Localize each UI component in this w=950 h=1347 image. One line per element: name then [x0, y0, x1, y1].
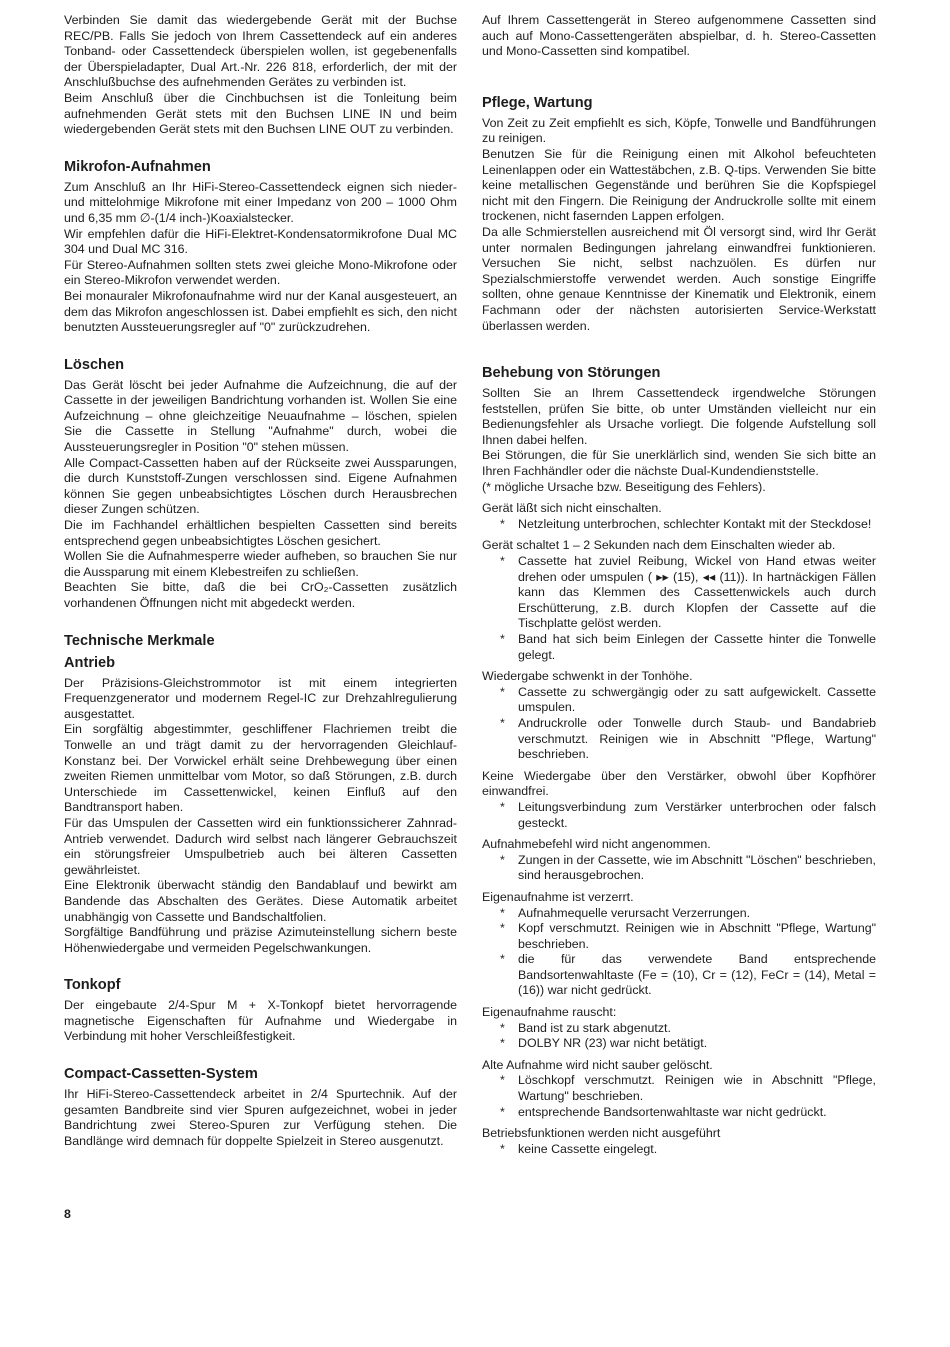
fault-group [482, 890, 876, 999]
section-heading: Compact-Cassetten-System [64, 1066, 258, 1083]
cause-item [500, 554, 876, 632]
paragraph: Bei Störungen, die für Sie unerklärlich sind, wenden Sie sich bitte an Ihren Fachhändler oder die nächste Dual-Kundendienststelle. [482, 448, 876, 479]
asterisk-marker: * [500, 632, 505, 646]
cause-text: Band ist zu stark abgenutzt. [518, 1020, 671, 1035]
fault-symptom: Eigenaufnahme ist verzerrt. [482, 889, 634, 904]
section-heading: Pflege, Wartung [482, 94, 593, 111]
technische-section [64, 632, 457, 957]
fault-symptom: Betriebsfunktionen werden nicht ausgeführt [482, 1126, 721, 1141]
asterisk-marker: * [500, 516, 505, 531]
cause-item [500, 517, 876, 533]
paragraph: Wir empfehlen dafür die HiFi-Elektret-Kondensatormikrofone Dual MC 304 und Dual MC 316. [64, 226, 457, 257]
cause-text: Löschkopf verschmutzt. Reinigen wie in Abschnitt "Pflege, Wartung" beschrieben. [518, 1073, 876, 1104]
paragraph: Bei monauraler Mikrofonaufnahme wird nur der Kanal ausgesteuert, an dem das Mikrofon angeschlossen ist. Dabei empfiehlt es sich, den nicht benutzten Aussteuerungsregler auf "0" zurückzudrehen. [64, 288, 457, 335]
cause-item [500, 921, 876, 952]
fault-symptom: Eigenaufnahme rauscht: [482, 1005, 617, 1020]
asterisk-marker: * [500, 905, 505, 920]
cause-list [482, 554, 876, 663]
paragraph: Von Zeit zu Zeit empfiehlt es sich, Köpfe, Tonwelle und Bandführungen zu reinigen. [482, 115, 876, 146]
paragraph: Die im Fachhandel erhältlichen bespielten Cassetten sind bereits entsprechend gegen unbeabsichtigtes Löschen gesichert. [64, 518, 457, 548]
fault-group [482, 1126, 876, 1157]
asterisk-marker: * [500, 1141, 505, 1156]
cause-item [500, 1142, 876, 1158]
cause-text: Leitungsverbindung zum Verstärker unterbrochen oder falsch gesteckt. [518, 799, 876, 830]
cause-list [482, 1073, 876, 1120]
cause-item [500, 952, 876, 999]
pflege-section [482, 94, 876, 334]
fault-symptom: Keine Wiedergabe über den Verstärker, obwohl über Kopfhörer einwandfrei. [482, 768, 876, 799]
cause-text: entsprechende Bandsortenwahltaste war nicht gedrückt. [518, 1104, 827, 1119]
cause-text: Netzleitung unterbrochen, schlechter Kontakt mit der Steckdose! [518, 516, 872, 531]
fault-group [482, 669, 876, 763]
cause-list [482, 685, 876, 763]
asterisk-marker: * [500, 1104, 505, 1119]
paragraph: Verbinden Sie damit das wiedergebende Gerät mit der Buchse REC/PB. Falls Sie jedoch von Ihrem Cassettendeck auf ein anderes Tonband- oder Cassettendeck überspielen wollen, ist gegebenenfalls der Überspieladapter, Dual Art.-Nr. 226 818, erforderlich, der mit der Anschlußbuchse des aufnehmenden Gerätes zu verbinden ist. [64, 13, 457, 90]
asterisk-marker: * [500, 1073, 505, 1088]
loeschen-section [64, 356, 457, 612]
cause-list [482, 906, 876, 1000]
paragraph: Auf Ihrem Cassettengerät in Stereo aufgenommene Cassetten sind auch auf Mono-Cassettengeräten abspielbar, d. h. Stereo-Cassetten und Mono-Cassetten sind kompatibel. [482, 13, 876, 59]
paragraph: Benutzen Sie für die Reinigung einen mit Alkohol befeuchteten Leinenlappen oder ein Wattestäbchen, z.B. Q-tips. Verwenden Sie bitte keine metallischen Gegenstände und berühren Sie die Kopfspiegel nicht mit den Fingern. Die Reinigung der Andruckrolle sollte mit einem trockenen, nicht fasernden Lappen erfolgen. [482, 146, 876, 224]
cause-list [482, 853, 876, 884]
page-number: 8 [64, 1207, 71, 1221]
fault-symptom: Aufnahmebefehl wird nicht angenommen. [482, 837, 711, 852]
fault-symptom: Gerät schaltet 1 – 2 Sekunden nach dem Einschalten wieder ab. [482, 538, 836, 553]
cause-item [500, 800, 876, 831]
paragraph: Beim Anschluß über die Cinchbuchsen ist die Tonleitung beim aufnehmenden Gerät stets mit den Buchsen LINE IN und beim wiedergebenden Gerät stets mit den Buchsen LINE OUT zu verbinden. [64, 90, 457, 137]
asterisk-marker: * [500, 799, 505, 814]
fault-group [482, 538, 876, 663]
asterisk-marker: * [500, 952, 505, 967]
cause-item [500, 685, 876, 716]
tonkopf-section [64, 976, 457, 1045]
asterisk-marker: * [500, 1020, 505, 1035]
asterisk-marker: * [500, 715, 505, 730]
cause-text: keine Cassette eingelegt. [518, 1141, 658, 1156]
cause-item [500, 906, 876, 922]
paragraph: Der Präzisions-Gleichstrommotor ist mit einem integrierten Frequenzgenerator und modernem Regel-IC zur Drehzahlregulierung ausgestattet. [64, 675, 457, 721]
mikrofon-section [64, 158, 457, 336]
fault-symptom: Wiedergabe schwenkt in der Tonhöhe. [482, 669, 693, 684]
fault-group [482, 501, 876, 532]
cause-item [500, 1105, 876, 1121]
section-heading: Mikrofon-Aufnahmen [64, 158, 211, 175]
compact-cassetten-section [64, 1065, 457, 1149]
intro-section [482, 13, 876, 60]
fault-group [482, 1058, 876, 1120]
asterisk-marker: * [500, 1036, 505, 1051]
paragraph: Zum Anschluß an Ihr HiFi-Stereo-Cassettendeck eignen sich nieder- und mittelohmige Mikrofone mit einer Impedanz von 200 – 1000 Ohm und 6,35 mm ∅-(1/4 inch-)Koaxialstecker. [64, 179, 457, 225]
cause-item [500, 1036, 876, 1052]
paragraph: Das Gerät löscht bei jeder Aufnahme die Aufzeichnung, die auf der Cassette in der jeweiligen Bandrichtung vorhanden ist. Wollen Sie eine Aufzeichnung – ohne gleichzeitige Neuaufnahme – löschen, spielen Sie die Cassette in Stellung "Aufnahme" durch, wobei die Aussteuerungsregler in Position "0" stehen müssen. [64, 377, 457, 455]
cause-list [482, 517, 876, 533]
section-heading: Technische Merkmale [64, 632, 215, 649]
cause-text: Zungen in der Cassette, wie im Abschnitt "Löschen" beschrieben, sind herausgebrochen. [518, 852, 876, 883]
asterisk-marker: * [500, 684, 505, 699]
cause-text: die für das verwendete Band entsprechende Bandsortenwahltaste (Fe = (10), Cr = (12), FeCr = (14), Metal = (16)) war nicht gedrückt. [518, 952, 876, 998]
cause-text: Andruckrolle oder Tonwelle durch Staub- und Bandabrieb verschmutzt. Reinigen wie in Abschnitt "Pflege, Wartung" beschrieben. [518, 715, 876, 762]
paragraph: Wollen Sie die Aufnahmesperre wieder aufheben, so brauchen Sie nur die Aussparung mit einem Klebestreifen zu schließen. [64, 549, 457, 579]
cause-text: Aufnahmequelle verursacht Verzerrungen. [518, 905, 751, 920]
cause-list [482, 1021, 876, 1052]
asterisk-marker: * [500, 554, 505, 569]
paragraph: Für Stereo-Aufnahmen sollten stets zwei gleiche Mono-Mikrofone oder ein Stereo-Mikrofon verwendet werden. [64, 257, 457, 288]
paragraph: Alle Compact-Cassetten haben auf der Rückseite zwei Aussparungen, die durch Kunststoff-Zungen verschlossen sind. Eigene Aufnahmen können Sie gegen unbeabsichtigtes Löschen durch Herausbrechen dieser Zungen schützen. [64, 455, 457, 517]
paragraph: Sorgfältige Bandführung und präzise Azimuteinstellung sichern beste Höhenwiedergabe und vermeiden Pegelschwankungen. [64, 925, 457, 955]
fault-symptom: Alte Aufnahme wird nicht sauber gelöscht. [482, 1057, 713, 1072]
fault-group [482, 769, 876, 831]
subsection-heading: Antrieb [64, 654, 116, 671]
troubleshooting-list [482, 501, 876, 1157]
paragraph: Für das Umspulen der Cassetten wird ein funktionssicherer Zahnrad-Antrieb verwendet. Dadurch wird selbst nach längerer Gebrauchszeit ein störungsfreier Umspulbetrieb auch bei älteren Cassetten gewährleistet. [64, 815, 457, 877]
cause-text: DOLBY NR (23) war nicht betätigt. [518, 1036, 708, 1051]
paragraph: Beachten Sie bitte, daß die bei CrO₂-Cassetten zusätzlich vorhandenen Öffnungen nicht mit abgedeckt werden. [64, 580, 457, 610]
section-heading: Tonkopf [64, 977, 121, 994]
cause-text: Cassette hat zuviel Reibung, Wickel von Hand etwas weiter drehen oder umspulen ( ▸▸ (15), ◂◂ (11)). In hartnäckigen Fällen kann das Klemmen des Cassettenwickels auch durch Erschütterung, z.B. durch Klopfen der Cassette auf die Tischplatte gelöst werden. [518, 554, 876, 631]
asterisk-marker: * [500, 852, 505, 867]
cause-item [500, 1021, 876, 1037]
paragraph: Da alle Schmierstellen ausreichend mit Öl versorgt sind, wird Ihr Gerät unter normalen Bedingungen jahrelang einwandfrei funktionieren. Versuchen Sie nicht, selbst nachzuölen. Es dürfen nur Spezialschmierstoffe verwendet werden. Auch sonstige Eingriffe sollten, ohne genaue Kenntnisse der Kinematik und Elektronik, einem Fachmann oder der nächsten autorisierten Service-Werkstatt überlassen werden. [482, 224, 876, 333]
cause-text: Kopf verschmutzt. Reinigen wie in Abschnitt "Pflege, Wartung" beschrieben. [518, 921, 876, 951]
cause-item [500, 1073, 876, 1104]
paragraph: Sollten Sie an Ihrem Cassettendeck irgendwelche Störungen feststellen, prüfen Sie bitte, ob unter Umständen vielleicht nur ein Bedienungsfehler als Ursache vorliegt. Die folgende Aufstellung soll Ihnen dabei helfen. [482, 386, 876, 447]
cause-text: Band hat sich beim Einlegen der Cassette hinter die Tonwelle gelegt. [518, 632, 876, 662]
cause-list [482, 800, 876, 831]
paragraph: Ein sorgfältig abgestimmter, geschliffener Flachriemen treibt die Tonwelle an und trägt damit zu der hervorragenden Gleichlauf-Konstanz bei. Der Vorwickel erhält seine Drehbewegung über einen zweiten Riemen unmittelbar vom Motor, so daß Störungen, z.B. durch Unterschiede im Cassettenwickel, keinen Einfluß auf den Bandtransport haben. [64, 722, 457, 815]
section-heading: Löschen [64, 356, 125, 373]
cause-list [482, 1142, 876, 1158]
behebung-section [482, 364, 876, 1157]
right-column [482, 13, 876, 1157]
paragraph: Ihr HiFi-Stereo-Cassettendeck arbeitet in 2/4 Spurtechnik. Auf der gesamten Bandbreite sind vier Spuren aufgezeichnet, wobei in jeder Bandrichtung zwei Stereo-Spuren zur Verfügung stehen. Die Bandlänge wird demnach für doppelte Spielzeit in Stereo ausgenutzt. [64, 1087, 457, 1148]
legend-note: (* mögliche Ursache bzw. Beseitigung des Fehlers). [482, 479, 766, 494]
paragraph: Eine Elektronik überwacht ständig den Bandablauf und bewirkt am Bandende das Abschalten des Gerätes. Diese Automatik arbeitet unabhängig von Cassette und Bandschaltfolien. [64, 878, 457, 924]
left-column [64, 13, 457, 1149]
section-heading: Behebung von Störungen [482, 365, 661, 382]
cause-item [500, 716, 876, 763]
fault-symptom: Gerät läßt sich nicht einschalten. [482, 501, 662, 516]
cause-item [500, 853, 876, 884]
fault-group [482, 837, 876, 884]
cause-text: Cassette zu schwergängig oder zu satt aufgewickelt. Cassette umspulen. [518, 684, 876, 715]
fault-group [482, 1005, 876, 1052]
paragraph: Der eingebaute 2/4-Spur M + X-Tonkopf bietet hervorragende magnetische Eigenschaften für Aufnahme und Wiedergabe in Verbindung mit hoher Verschleißfestigkeit. [64, 998, 457, 1044]
cause-item [500, 632, 876, 663]
asterisk-marker: * [500, 921, 505, 936]
intro-section [64, 13, 457, 138]
